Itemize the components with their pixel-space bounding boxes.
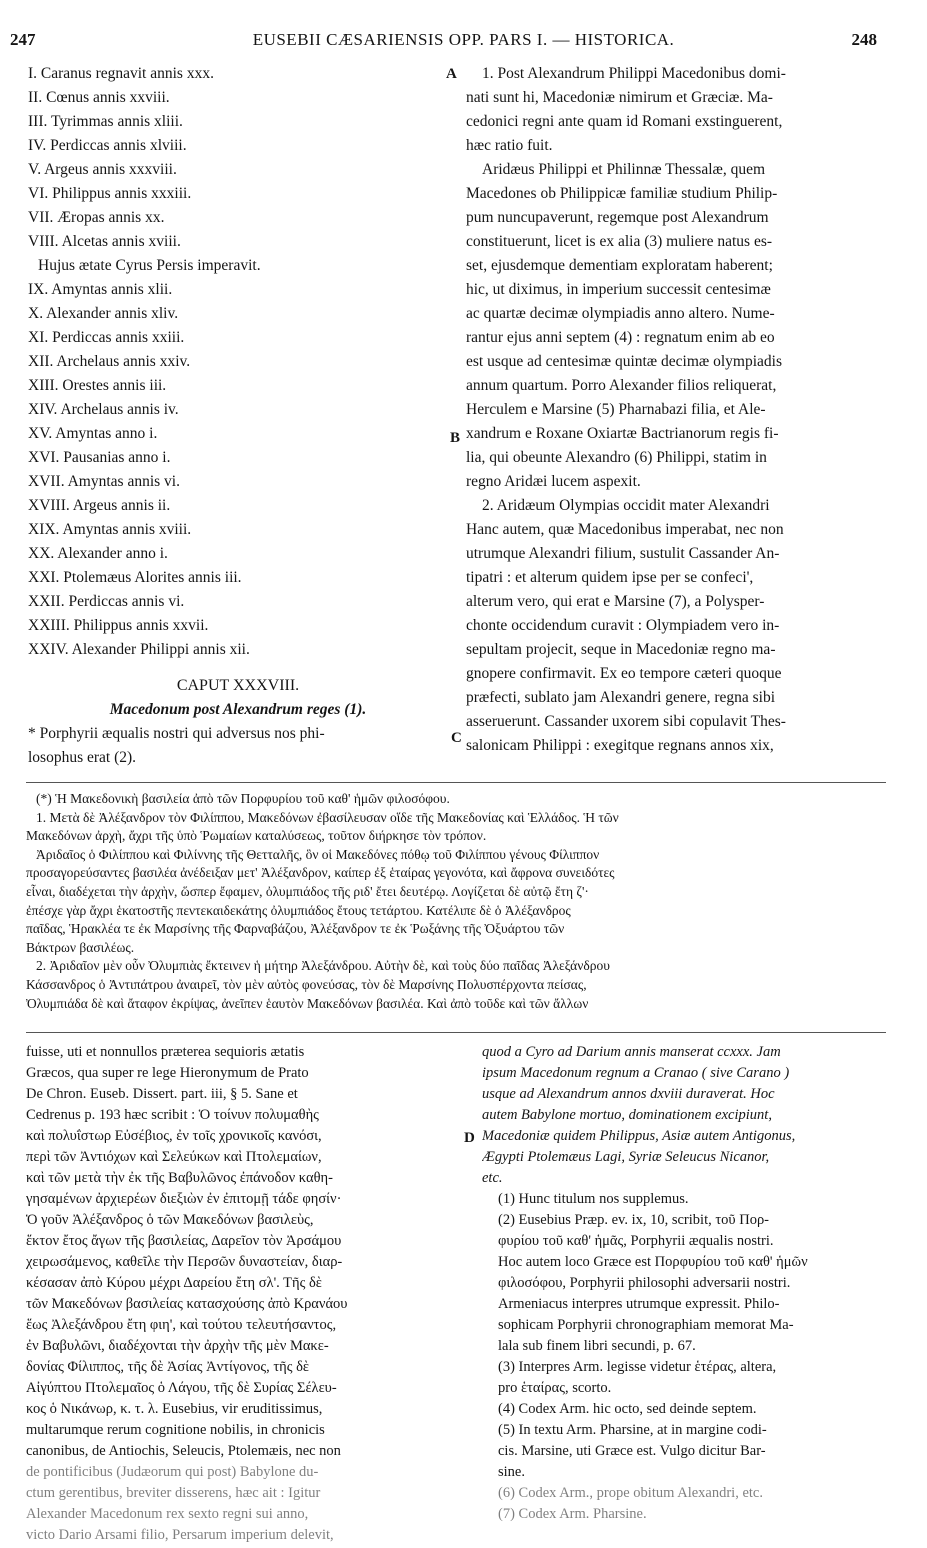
- king-entry: VI. Philippus annis xxxiii.: [28, 185, 192, 202]
- footnote-line: (7) Codex Arm. Pharsine.: [498, 1506, 647, 1522]
- chapter-title: CAPUT XXXVIII.: [176, 677, 300, 694]
- footnote-line: fuisse, uti et nonnullos præterea sequioris ætatis: [26, 1044, 305, 1060]
- page-number-right: 248: [851, 30, 877, 49]
- text-line: gnopere confirmavit. Ex eo tempore cæteri quoque: [466, 665, 782, 682]
- footnote-line: de pontificibus (Judæorum qui post) Babylone du-: [26, 1464, 319, 1480]
- text-line: hic, ut diximus, in imperium successit centesimæ: [466, 281, 771, 298]
- margin-letter-b: B: [450, 430, 461, 446]
- margin-letter-a: A: [446, 66, 457, 82]
- footnote-line: victo Dario Arsami filio, Persarum imperium delevit,: [26, 1527, 334, 1543]
- footnote-line: χειρωσάμενος, καθεῖλε τὴν Περσῶν δυναστείαν, διαρ-: [26, 1254, 343, 1270]
- text-line: sepultam projecit, seque in Macedoniæ regno ma-: [466, 641, 776, 658]
- text-line: rantur ejus anni septem (4) : regnatum enim ab eo: [466, 329, 775, 346]
- footnote-line: autem Babylone mortuo, dominationem excipiunt,: [482, 1107, 772, 1123]
- greek-text-block: [26, 790, 886, 1013]
- king-entry: XVI. Pausanias anno i.: [28, 449, 171, 466]
- greek-line: προσαγορεύσαντες βασιλέα ἀνέδειξαν μετ' Ἀλέξανδρον, καίπερ ἐξ ἑταίρας γεγονότα, καὶ ἄφρονα συνειδότες: [26, 865, 615, 881]
- divider-line: [26, 782, 886, 783]
- footnote-line: (5) In textu Arm. Pharsine, at in margine codi-: [498, 1422, 767, 1438]
- text-line: 1. Post Alexandrum Philippi Macedonibus domi-: [482, 65, 786, 82]
- page-number-left: 247: [10, 30, 36, 49]
- greek-line: Βάκτρων βασιλέως.: [26, 939, 135, 955]
- king-entry: VII. Æropas annis xx.: [28, 209, 165, 226]
- footnote-line: Ægypti Ptolemæus Lagi, Syriæ Seleucus Nicanor,: [482, 1149, 770, 1165]
- footnote-line: sine.: [498, 1464, 525, 1480]
- king-entry: IV. Perdiccas annis xlviii.: [28, 137, 187, 154]
- footnote-line: Cedrenus p. 193 hæc scribit : Ὁ τοίνυν πολυμαθὴς: [26, 1107, 319, 1123]
- king-entry: XX. Alexander anno i.: [28, 545, 168, 562]
- footnote-line: Græcos, qua super re lege Hieronymum de Prato: [26, 1065, 309, 1081]
- footnotes-left: [26, 1042, 466, 1546]
- text-line: Herculem e Marsine (5) Pharnabazi filia, et Ale-: [466, 401, 766, 418]
- greek-line: Ἀριδαῖος ὁ Φιλίππου καὶ Φιλίννης τῆς Θετταλῆς, ὃν οἱ Μακεδόνες πόθῳ τοῦ Φιλίππου γένους Φίλιππον: [36, 846, 600, 862]
- king-entry: XI. Perdiccas annis xxiii.: [28, 329, 185, 346]
- footnote-line: De Chron. Euseb. Dissert. part. iii, § 5. Sane et: [26, 1086, 298, 1102]
- greek-line: παῖδας, Ἡρακλέα τε ἐκ Μαρσίνης τῆς Φαρναβάζου, Ἀλέξανδρον τε ἐκ Ῥωξάνης τῆς Ὀξυάρτου τῶν: [26, 921, 565, 937]
- king-entry: I. Caranus regnavit annis xxx.: [28, 65, 214, 82]
- text-line: chonte occidendum curavit : Olympiadem vero in-: [466, 617, 780, 634]
- chapter-subtitle: Macedonum post Alexandrum reges (1).: [109, 701, 367, 718]
- text-line: cedonici regni ante quam id Romani exstinguerent,: [466, 113, 783, 130]
- text-line: est usque ad centesimæ quintæ decimæ olympiadis: [466, 353, 782, 370]
- footnote-line: καὶ τῶν μετὰ τὴν ἐκ τῆς Βαβυλῶνος ἐπάνοδον καθη-: [26, 1170, 333, 1186]
- footnote-line: φυρίου τοῦ καθ' ἡμᾶς, Porphyrii æqualis nostri.: [498, 1233, 774, 1249]
- footnote-line: (4) Codex Arm. hic octo, sed deinde septem.: [498, 1401, 757, 1417]
- intro-text: [28, 722, 448, 770]
- king-entry: XXIV. Alexander Philippi annis xii.: [28, 641, 250, 658]
- greek-line: εἶναι, διαδέχεται τὴν ἀρχὴν, ὥσπερ ἔφαμεν, ὀλυμπιάδος τῆς ριδ' ἔτει δευτέρῳ. Λογίζεται δὲ αὐτῷ ἔτη ζ'·: [26, 883, 589, 899]
- greek-line: Ὀλυμπιάδα δὲ καὶ ἄταφον ἐκρίψας, ἀνεῖπεν ἑαυτὸν Μακεδόνων βασιλέα. Καὶ ἀπὸ τοῦδε καὶ τῶν ἄλλων: [26, 995, 589, 1011]
- text-line: ac quartæ decimæ olympiadis anno altero. Nume-: [466, 305, 775, 322]
- text-line: 2. Aridæum Olympias occidit mater Alexandri: [482, 497, 770, 514]
- text-line: set, ejusdemque dementiam exploratam haberent;: [466, 257, 773, 274]
- text-line: tipatri : et alterum quidem ipse per se confeci',: [466, 569, 754, 586]
- running-title: EUSEBII CÆSARIENSIS OPP. PARS I. — HISTORICA.: [252, 30, 675, 49]
- footnote-line: Ὁ γοῦν Ἀλέξανδρος ὁ τῶν Μακεδόνων βασιλεὺς,: [26, 1212, 314, 1228]
- footnote-line: multarumque rerum cognitione nobilis, in chronicis: [26, 1422, 325, 1438]
- footnote-line: (6) Codex Arm., prope obitum Alexandri, etc.: [498, 1485, 763, 1501]
- margin-letter-d: D: [464, 1130, 475, 1146]
- footnote-line: τῶν Μακεδόνων βασιλείας κατασχούσης ἀπὸ Κρανάου: [26, 1296, 348, 1312]
- footnote-line: cis. Marsine, uti Græce est. Vulgo dicitur Bar-: [498, 1443, 766, 1459]
- footnote-line: ctum gerentibus, breviter disserens, hæc ait : Igitur: [26, 1485, 321, 1501]
- right-column-text: [466, 62, 886, 758]
- king-entry: X. Alexander annis xliv.: [28, 305, 179, 322]
- footnote-line: ἐν Βαβυλῶνι, διαδέχονται τὴν ἀρχὴν τῆς μὲν Μακε-: [26, 1338, 329, 1354]
- footnote-line: pro ἑταίρας, scorto.: [498, 1380, 612, 1396]
- text-line: constituerunt, licet is ex alia (3) muliere natus es-: [466, 233, 773, 250]
- footnote-line: ipsum Macedonum regnum a Cranao ( sive Carano ): [482, 1065, 790, 1081]
- text-line: asseruerunt. Cassander uxorem sibi copulavit Thes-: [466, 713, 786, 730]
- king-entry: XIII. Orestes annis iii.: [28, 377, 167, 394]
- king-entry: Hujus ætate Cyrus Persis imperavit.: [38, 257, 261, 274]
- text-line: præfecti, sublato jam Alexandri genere, regna sibi: [466, 689, 776, 706]
- text-line: annum quartum. Porro Alexander filios reliquerat,: [466, 377, 777, 394]
- footnote-line: (3) Interpres Arm. legisse videtur ἑτέρας, altera,: [498, 1359, 777, 1375]
- footnote-line: canonibus, de Antiochis, Seleucis, Ptolemæis, nec non: [26, 1443, 341, 1459]
- text-line: salonicam Philippi : exegitque regnans annos xix,: [466, 737, 774, 754]
- intro-line: losophus erat (2).: [28, 749, 137, 766]
- greek-line: 1. Μετὰ δὲ Ἀλέξανδρον τὸν Φιλίππου, Μακεδόνων ἐβασίλευσαν οἵδε τῆς Μακεδονίας καὶ Ἑλλάδος. Ἡ τῶν: [36, 809, 619, 825]
- footnote-line: γησαμένων ἀρχιερέων διεξιὼν ἐν ἐπιτομῇ τάδε φησίν·: [26, 1191, 342, 1207]
- footnote-line: quod a Cyro ad Darium annis manserat ccxxx. Jam: [482, 1044, 781, 1060]
- footnote-line: lala sub finem libri secundi, p. 67.: [498, 1338, 696, 1354]
- footnote-line: ἕκτον ἔτος ἄγων τῆς βασιλείας, Δαρεῖον τὸν Ἀρσάμου: [26, 1233, 342, 1249]
- footnote-line: Macedoniæ quidem Philippus, Asiæ autem Antigonus,: [482, 1128, 796, 1144]
- king-entry: XXIII. Philippus annis xxvii.: [28, 617, 209, 634]
- page-header: [0, 30, 927, 54]
- greek-line: Κάσσανδρος ὁ Ἀντιπάτρου ἀναιρεῖ, τὸν μὲν αὐτὸς φονεύσας, τὸν δὲ Μαρσίνης Πολυσπέρχοντα πείσας,: [26, 976, 587, 992]
- footnote-line: Αἰγύπτου Πτολεμαῖος ὁ Λάγου, τῆς δὲ Συρίας Σέλευ-: [26, 1380, 337, 1396]
- footnote-line: περὶ τῶν Ἀντιόχων καὶ Σελεύκων καὶ Πτολεμαίων,: [26, 1149, 322, 1165]
- footnote-line: Armeniacus interpres utrumque expressit. Philo-: [498, 1296, 780, 1312]
- king-entry: III. Tyrimmas annis xliii.: [28, 113, 183, 130]
- king-entry: XXI. Ptolemæus Alorites annis iii.: [28, 569, 242, 586]
- king-entry: V. Argeus annis xxxviii.: [28, 161, 177, 178]
- king-entry: XIV. Archelaus annis iv.: [28, 401, 179, 418]
- footnote-line: usque ad Alexandrum annos dxviii duraverat. Hoc: [482, 1086, 775, 1102]
- footnote-line: κος ὁ Νικάνωρ, κ. τ. λ. Eusebius, vir eruditissimus,: [26, 1401, 323, 1417]
- text-line: nati sunt hi, Macedoniæ nimirum et Græciæ. Ma-: [466, 89, 773, 106]
- text-line: Hanc autem, quæ Macedonibus imperabat, nec non: [466, 521, 784, 538]
- king-entry: XII. Archelaus annis xxiv.: [28, 353, 191, 370]
- footnote-line: sophicam Porphyrii chronographiam memorat Ma-: [498, 1317, 794, 1333]
- king-entry: XV. Amyntas anno i.: [28, 425, 158, 442]
- greek-line: 2. Ἀριδαῖον μὲν οὖν Ὀλυμπιὰς ἔκτεινεν ἡ μήτηρ Ἀλεξάνδρου. Αὐτὴν δὲ, καὶ τοὺς δύο παῖδας Ἀλεξάνδρου: [36, 958, 610, 974]
- greek-line: (*) Ἡ Μακεδονικὴ βασιλεία ἀπὸ τῶν Πορφυρίου τοῦ καθ' ἡμῶν φιλοσόφου.: [36, 791, 450, 806]
- text-line: hæc ratio fuit.: [466, 137, 553, 154]
- text-line: lia, qui obeunte Alexandro (6) Philippi, statim in: [466, 449, 767, 466]
- margin-letter-c: C: [451, 730, 462, 746]
- footnote-line: καὶ πολυΐστωρ Εὐσέβιος, ἐν τοῖς χρονικοῖς κανόσι,: [26, 1128, 322, 1144]
- footnote-line: (2) Eusebius Præp. ev. ix, 10, scribit, τοῦ Πορ-: [498, 1212, 770, 1228]
- greek-line: Μακεδόνων ἀρχὴ, ἄχρι τῆς ὑπὸ Ῥωμαίων καταλύσεως, τοῦτον διήρκησε τὸν τρόπον.: [26, 828, 487, 844]
- text-line: Aridæus Philippi et Philinnæ Thessalæ, quem: [482, 161, 766, 178]
- kings-list: [28, 62, 448, 662]
- text-line: pum nuncupaverunt, regemque post Alexandrum: [466, 209, 769, 226]
- king-entry: IX. Amyntas annis xlii.: [28, 281, 173, 298]
- text-line: Macedones ob Philippicæ familiæ studium Philip-: [466, 185, 778, 202]
- intro-line: * Porphyrii æqualis nostri qui adversus nos phi-: [28, 725, 325, 742]
- greek-line: ἐπέσχε γὰρ ἄχρι ἑκατοστῆς πεντεκαιδεκάτης ὀλυμπιάδος ἔτους τετάρτου. Κατέλιπε δὲ ὁ Ἀλέξανδρος: [26, 902, 571, 918]
- footnote-line: δονίας Φίλιππος, τῆς δὲ Ἀσίας Ἀντίγονος, τῆς δὲ: [26, 1359, 310, 1375]
- king-entry: XXII. Perdiccas annis vi.: [28, 593, 185, 610]
- text-line: regno Aridæi lucem aspexit.: [466, 473, 641, 490]
- footnote-line: κέσασαν ἀπὸ Κύρου μέχρι Δαρείου ἔτη σλ'. Τῆς δὲ: [26, 1275, 322, 1291]
- footnote-line: etc.: [482, 1170, 503, 1186]
- text-line: alterum vero, qui erat e Marsine (7), a Polysper-: [466, 593, 765, 610]
- text-line: utrumque Alexandri filium, sustulit Cassander An-: [466, 545, 780, 562]
- king-entry: XIX. Amyntas annis xviii.: [28, 521, 192, 538]
- king-entry: XVII. Amyntas annis vi.: [28, 473, 180, 490]
- king-entry: II. Cœnus annis xxviii.: [28, 89, 170, 106]
- footnote-line: Hoc autem loco Græce est Πορφυρίου τοῦ καθ' ἡμῶν: [498, 1254, 808, 1270]
- footnote-line: (1) Hunc titulum nos supplemus.: [498, 1191, 689, 1207]
- divider-line: [26, 1032, 886, 1033]
- footnotes-right: [482, 1042, 902, 1525]
- king-entry: VIII. Alcetas annis xviii.: [28, 233, 181, 250]
- footnote-line: Alexander Macedonum rex sexto regni sui anno,: [26, 1506, 309, 1522]
- king-entry: XVIII. Argeus annis ii.: [28, 497, 171, 514]
- text-line: xandrum e Roxane Oxiartæ Bactrianorum regis fi-: [466, 425, 779, 442]
- footnote-line: ἕως Ἀλεξάνδρου ἔτη φιη', καὶ τούτου τελευτήσαντος,: [26, 1317, 337, 1333]
- footnote-line: φιλοσόφου, Porphyrii philosophi adversarii nostri.: [498, 1275, 791, 1291]
